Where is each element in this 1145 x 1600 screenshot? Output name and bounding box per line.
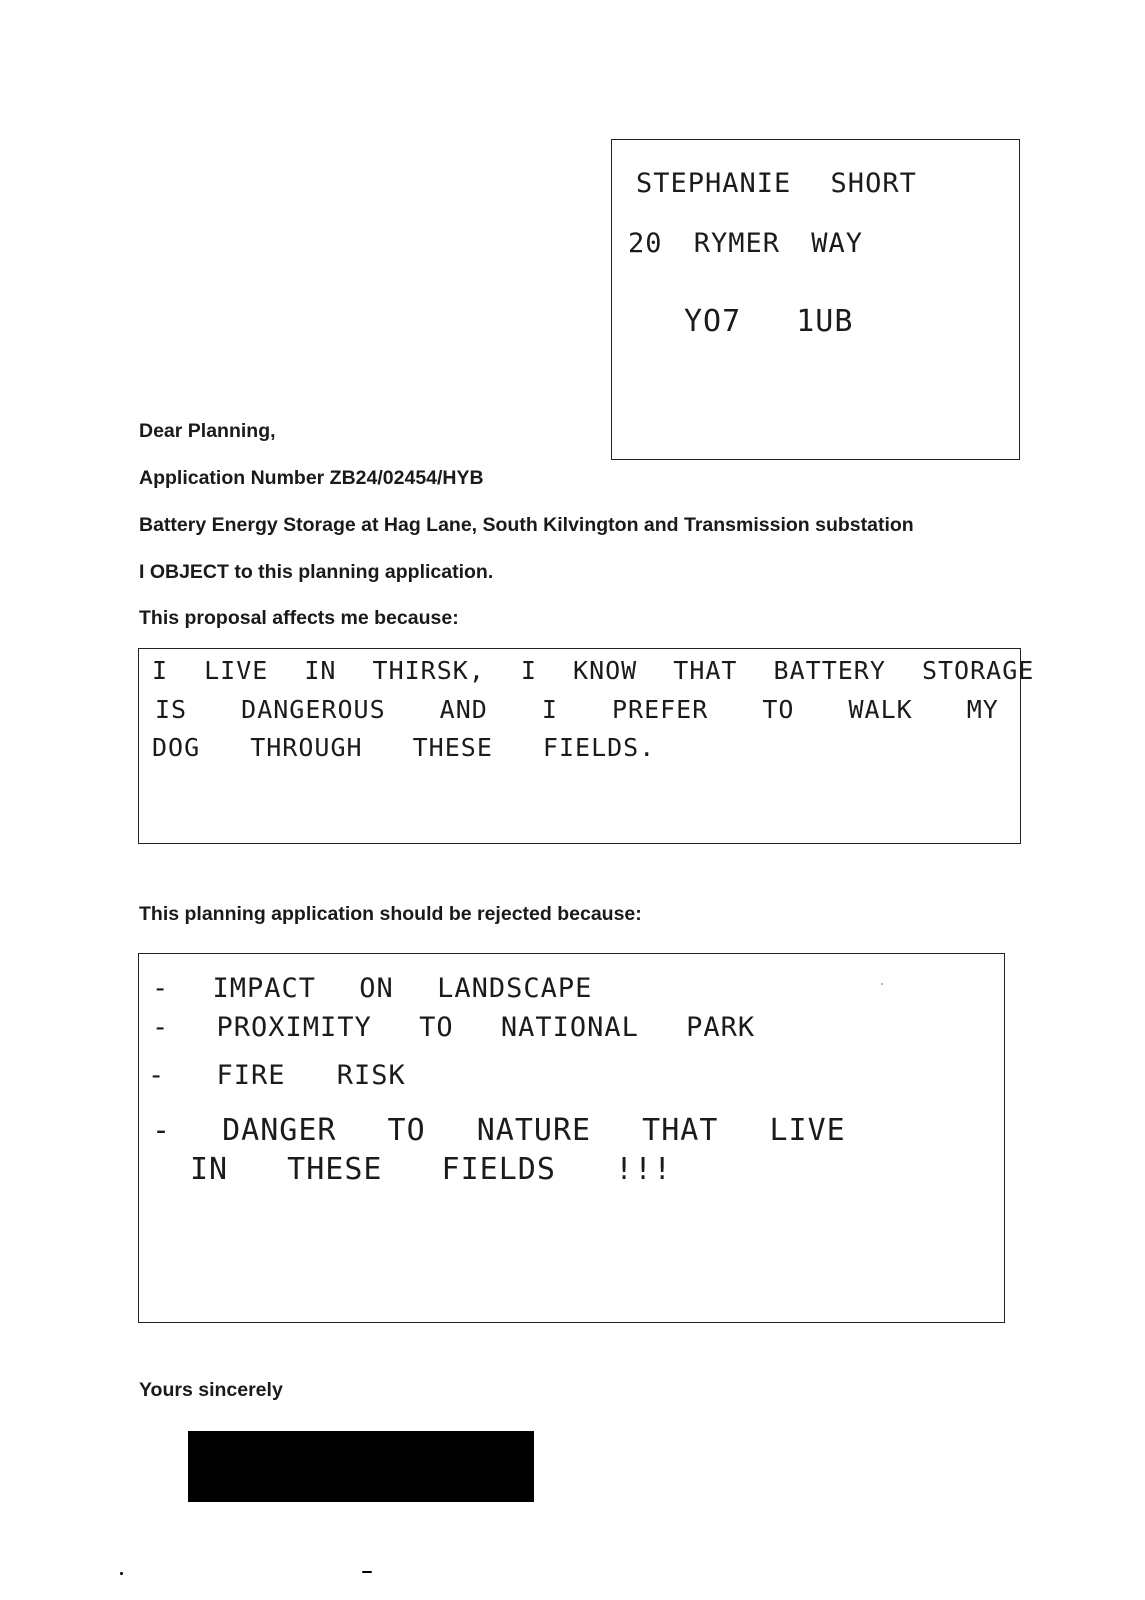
address-postcode: YO7 1UB <box>684 304 854 339</box>
application-number: Application Number ZB24/02454/HYB <box>139 467 484 489</box>
scan-speck <box>120 1572 123 1575</box>
rejected-heading: This planning application should be rejected because: <box>139 903 642 925</box>
greeting: Dear Planning, <box>139 420 276 442</box>
address-name: STEPHANIE SHORT <box>636 168 917 199</box>
rejected-line-3: - FIRE RISK <box>148 1060 406 1091</box>
subject-line: Battery Energy Storage at Hag Lane, South Kilvington and Transmission substation <box>139 514 914 536</box>
scan-speck <box>362 1571 372 1573</box>
affects-line-3: DOG THROUGH THESE FIELDS. <box>152 733 656 762</box>
redacted-signature <box>188 1431 534 1502</box>
rejected-line-2: - PROXIMITY TO NATIONAL PARK <box>152 1012 756 1043</box>
objection-line: I OBJECT to this planning application. <box>139 561 494 583</box>
affects-heading: This proposal affects me because: <box>139 607 459 629</box>
address-street: 20 RYMER WAY <box>628 228 864 259</box>
closing: Yours sincerely <box>139 1379 283 1401</box>
affects-line-2: IS DANGEROUS AND I PREFER TO WALK MY <box>155 695 999 724</box>
affects-line-1: I LIVE IN THIRSK, I KNOW THAT BATTERY STORAGE <box>152 656 1035 685</box>
rejected-line-5: IN THESE FIELDS !!! <box>190 1152 673 1187</box>
rejected-line-4: - DANGER TO NATURE THAT LIVE <box>152 1113 846 1148</box>
scan-speck <box>881 983 883 985</box>
rejected-line-1: - IMPACT ON LANDSCAPE <box>152 973 593 1004</box>
